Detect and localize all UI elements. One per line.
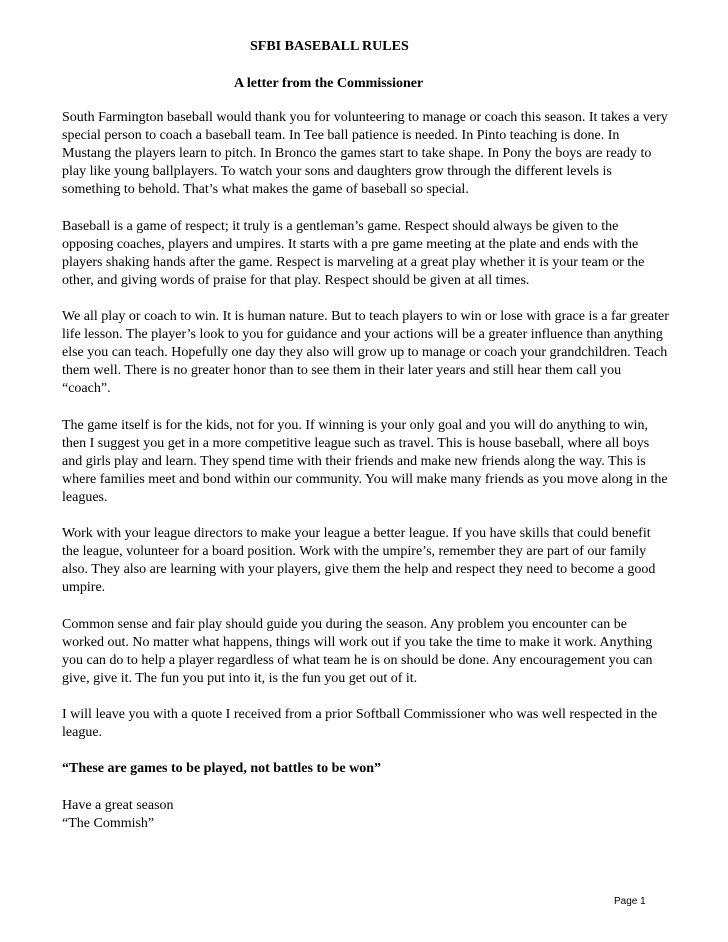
paragraph-quote-intro: I will leave you with a quote I received from a prior Softball Commissioner who was well respected in the league.: [62, 707, 658, 741]
paragraph-league-directors: Work with your league directors to make your league a better league. If you have skills that could benefit the league, volunteer for a board position. Work with the umpire’s, remember they are part of our family also. They also are learning with your players, give them the help and respect they need to become a good umpire.: [62, 526, 656, 596]
sign-off: [62, 797, 670, 833]
paragraph-welcome: South Farmington baseball would thank you for volunteering to manage or coach this season. It takes a very special person to coach a baseball team. In Tee ball patience is needed. In Pinto teaching is done. In Mustang the players learn to pitch. In Bronco the games start to take shape. In Pony the boys are ready to play like young ballplayers. To watch your sons and daughters grow through the different levels is something to behold. That’s what makes the game of baseball so special.: [62, 110, 668, 198]
signature: “The Commish”: [62, 815, 155, 831]
commissioner-quote: “These are games to be played, not battles to be won”: [62, 761, 382, 777]
closing-line: Have a great season: [62, 797, 174, 813]
paragraph-common-sense: Common sense and fair play should guide you during the season. Any problem you encounter can be worked out. No matter what happens, things will work out if you take the time to make it work. Anything you can do to help a player regardless of what team he is on should be done. Any encouragement you can give, give it. The fun you put into it, is the fun you get out of it.: [62, 616, 653, 686]
letter-body: [62, 109, 670, 833]
paragraph-kids: The game itself is for the kids, not for you. If winning is your only goal and you will do anything to win, then I suggest you get in a more competitive league such as travel. This is house baseball, where all boys and girls play and learn. They spend time with their friends and make new friends along the way. This is where families meet and bond within our community. You will make many friends as you move along in the leagues.: [62, 417, 668, 505]
paragraph-winning: We all play or coach to win. It is human nature. But to teach players to win or lose with grace is a far greater life lesson. The player’s look to you for guidance and your actions will be a greater influence than anything else you can teach. Hopefully one day they also will grow up to manage or coach your grandchildren. Teach them well. There is no greater honor than to see them in their later years and still hear them call you “coach”.: [62, 309, 669, 397]
page-number: Page 1: [614, 896, 646, 907]
document-title: SFBI BASEBALL RULES: [250, 39, 409, 54]
paragraph-respect: Baseball is a game of respect; it truly is a gentleman’s game. Respect should always be given to the opposing coaches, players and umpires. It starts with a pre game meeting at the plate and ends with the players shaking hands after the game. Respect is marveling at a great play whether it is your team or the other, and giving words of praise for that play. Respect should be given at all times.: [62, 218, 645, 288]
document-subtitle: A letter from the Commissioner: [234, 76, 424, 91]
